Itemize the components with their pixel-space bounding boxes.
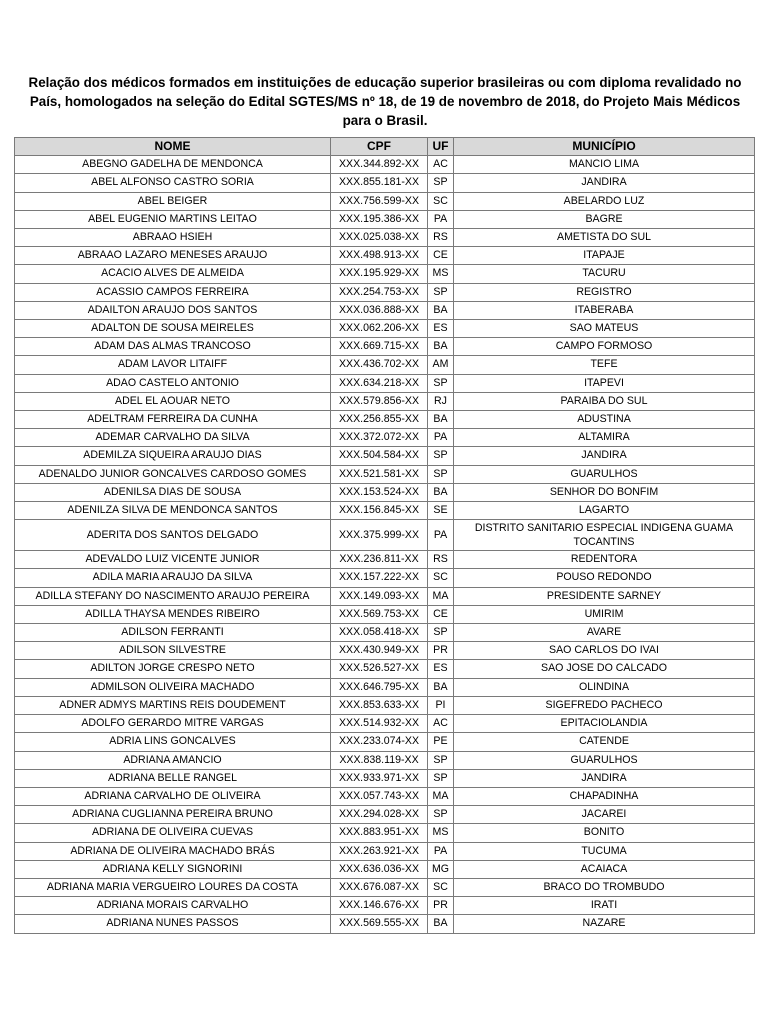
cell-municipio: SIGEFREDO PACHECO xyxy=(454,696,755,714)
cell-municipio: ABELARDO LUZ xyxy=(454,192,755,210)
table-row xyxy=(15,283,755,301)
cell-uf: ES xyxy=(428,660,454,678)
cell-municipio: JACAREI xyxy=(454,806,755,824)
cell-uf: PR xyxy=(428,642,454,660)
table-row xyxy=(15,915,755,933)
cell-cpf: XXX.375.999-XX xyxy=(331,520,428,551)
cell-nome: ADEMILZA SIQUEIRA ARAUJO DIAS xyxy=(15,447,331,465)
cell-nome: ABEL EUGENIO MARTINS LEITAO xyxy=(15,210,331,228)
cell-cpf: XXX.157.222-XX xyxy=(331,569,428,587)
cell-cpf: XXX.254.753-XX xyxy=(331,283,428,301)
cell-cpf: XXX.646.795-XX xyxy=(331,678,428,696)
cell-nome: ACACIO ALVES DE ALMEIDA xyxy=(15,265,331,283)
cell-municipio: SAO MATEUS xyxy=(454,320,755,338)
cell-municipio: PARAIBA DO SUL xyxy=(454,392,755,410)
heading-line-1: Relação dos médicos formados em instituições de educação superior brasileiras ou com diploma revalidado no xyxy=(28,75,742,90)
cell-cpf: XXX.933.971-XX xyxy=(331,769,428,787)
cell-nome: ADENALDO JUNIOR GONCALVES CARDOSO GOMES xyxy=(15,465,331,483)
cell-municipio: REDENTORA xyxy=(454,551,755,569)
cell-municipio: TEFE xyxy=(454,356,755,374)
table-row xyxy=(15,897,755,915)
cell-nome: ADEL EL AOUAR NETO xyxy=(15,392,331,410)
cell-cpf: XXX.436.702-XX xyxy=(331,356,428,374)
cell-uf: SE xyxy=(428,502,454,520)
table-body xyxy=(15,156,755,933)
cell-municipio: SAO JOSE DO CALCADO xyxy=(454,660,755,678)
cell-municipio: LAGARTO xyxy=(454,502,755,520)
cell-uf: BA xyxy=(428,915,454,933)
cell-uf: SP xyxy=(428,806,454,824)
cell-municipio: TUCUMA xyxy=(454,842,755,860)
cell-cpf: XXX.146.676-XX xyxy=(331,897,428,915)
cell-nome: ADRIA LINS GONCALVES xyxy=(15,733,331,751)
cell-uf: SC xyxy=(428,192,454,210)
cell-cpf: XXX.294.028-XX xyxy=(331,806,428,824)
cell-nome: ADAILTON ARAUJO DOS SANTOS xyxy=(15,301,331,319)
cell-uf: SP xyxy=(428,769,454,787)
table-row xyxy=(15,520,755,551)
cell-nome: ADEVALDO LUIZ VICENTE JUNIOR xyxy=(15,551,331,569)
cell-uf: BA xyxy=(428,411,454,429)
table-row xyxy=(15,265,755,283)
cell-nome: ADILA MARIA ARAUJO DA SILVA xyxy=(15,569,331,587)
cell-uf: MA xyxy=(428,787,454,805)
cell-nome: ABEGNO GADELHA DE MENDONCA xyxy=(15,156,331,174)
table-row xyxy=(15,642,755,660)
table-row xyxy=(15,842,755,860)
cell-uf: ES xyxy=(428,320,454,338)
table-row xyxy=(15,824,755,842)
cell-cpf: XXX.058.418-XX xyxy=(331,624,428,642)
table-row xyxy=(15,301,755,319)
cell-municipio: GUARULHOS xyxy=(454,751,755,769)
cell-cpf: XXX.579.856-XX xyxy=(331,392,428,410)
cell-municipio: UMIRIM xyxy=(454,605,755,623)
cell-municipio: POUSO REDONDO xyxy=(454,569,755,587)
cell-uf: PR xyxy=(428,897,454,915)
cell-nome: ADRIANA DE OLIVEIRA MACHADO BRÁS xyxy=(15,842,331,860)
table-row xyxy=(15,483,755,501)
document-heading xyxy=(22,73,748,130)
table-row xyxy=(15,229,755,247)
table-row xyxy=(15,247,755,265)
table-row xyxy=(15,605,755,623)
table-row xyxy=(15,174,755,192)
table-row xyxy=(15,192,755,210)
cell-municipio: EPITACIOLANDIA xyxy=(454,715,755,733)
cell-cpf: XXX.883.951-XX xyxy=(331,824,428,842)
cell-municipio: OLINDINA xyxy=(454,678,755,696)
cell-municipio: JANDIRA xyxy=(454,174,755,192)
cell-municipio: ITAPAJE xyxy=(454,247,755,265)
cell-uf: MA xyxy=(428,587,454,605)
cell-municipio: ALTAMIRA xyxy=(454,429,755,447)
column-header-municipio: MUNICÍPIO xyxy=(454,138,755,156)
cell-cpf: XXX.498.913-XX xyxy=(331,247,428,265)
column-header-cpf: CPF xyxy=(331,138,428,156)
table-row xyxy=(15,156,755,174)
cell-nome: ADENILSA DIAS DE SOUSA xyxy=(15,483,331,501)
cell-cpf: XXX.036.888-XX xyxy=(331,301,428,319)
cell-nome: ADRIANA CARVALHO DE OLIVEIRA xyxy=(15,787,331,805)
cell-uf: BA xyxy=(428,483,454,501)
cell-cpf: XXX.372.072-XX xyxy=(331,429,428,447)
cell-uf: MG xyxy=(428,860,454,878)
cell-uf: SP xyxy=(428,447,454,465)
cell-nome: ADRIANA MORAIS CARVALHO xyxy=(15,897,331,915)
cell-municipio: ADUSTINA xyxy=(454,411,755,429)
cell-nome: ADILSON FERRANTI xyxy=(15,624,331,642)
cell-cpf: XXX.057.743-XX xyxy=(331,787,428,805)
cell-uf: BA xyxy=(428,301,454,319)
cell-nome: ABEL BEIGER xyxy=(15,192,331,210)
table-row xyxy=(15,751,755,769)
cell-uf: SP xyxy=(428,465,454,483)
cell-cpf: XXX.504.584-XX xyxy=(331,447,428,465)
cell-municipio: BONITO xyxy=(454,824,755,842)
cell-uf: PA xyxy=(428,429,454,447)
cell-municipio: NAZARE xyxy=(454,915,755,933)
cell-municipio: GUARULHOS xyxy=(454,465,755,483)
cell-nome: ADILTON JORGE CRESPO NETO xyxy=(15,660,331,678)
table-row xyxy=(15,787,755,805)
cell-nome: ADMILSON OLIVEIRA MACHADO xyxy=(15,678,331,696)
cell-municipio: SENHOR DO BONFIM xyxy=(454,483,755,501)
cell-nome: ADELTRAM FERREIRA DA CUNHA xyxy=(15,411,331,429)
header-row xyxy=(15,138,755,156)
cell-uf: SP xyxy=(428,751,454,769)
cell-uf: SP xyxy=(428,374,454,392)
table-row xyxy=(15,860,755,878)
cell-nome: ADRIANA MARIA VERGUEIRO LOURES DA COSTA xyxy=(15,878,331,896)
cell-uf: BA xyxy=(428,338,454,356)
column-header-nome: NOME xyxy=(15,138,331,156)
cell-uf: PA xyxy=(428,210,454,228)
cell-nome: ADERITA DOS SANTOS DELGADO xyxy=(15,520,331,551)
cell-cpf: XXX.263.921-XX xyxy=(331,842,428,860)
cell-municipio: TACURU xyxy=(454,265,755,283)
cell-cpf: XXX.233.074-XX xyxy=(331,733,428,751)
cell-nome: ACASSIO CAMPOS FERREIRA xyxy=(15,283,331,301)
cell-municipio: BRACO DO TROMBUDO xyxy=(454,878,755,896)
cell-uf: CE xyxy=(428,247,454,265)
table-row xyxy=(15,356,755,374)
table-row xyxy=(15,878,755,896)
cell-nome: ADRIANA KELLY SIGNORINI xyxy=(15,860,331,878)
cell-municipio: AMETISTA DO SUL xyxy=(454,229,755,247)
cell-cpf: XXX.062.206-XX xyxy=(331,320,428,338)
cell-cpf: XXX.195.929-XX xyxy=(331,265,428,283)
cell-cpf: XXX.344.892-XX xyxy=(331,156,428,174)
cell-uf: PA xyxy=(428,842,454,860)
cell-cpf: XXX.669.715-XX xyxy=(331,338,428,356)
table-row xyxy=(15,769,755,787)
cell-nome: ADAM DAS ALMAS TRANCOSO xyxy=(15,338,331,356)
cell-uf: AC xyxy=(428,715,454,733)
cell-municipio: REGISTRO xyxy=(454,283,755,301)
cell-cpf: XXX.853.633-XX xyxy=(331,696,428,714)
table-row xyxy=(15,320,755,338)
cell-nome: ADNER ADMYS MARTINS REIS DOUDEMENT xyxy=(15,696,331,714)
cell-municipio: DISTRITO SANITARIO ESPECIAL INDIGENA GUAMA TOCANTINS xyxy=(454,520,755,551)
cell-nome: ADILSON SILVESTRE xyxy=(15,642,331,660)
table-row xyxy=(15,465,755,483)
cell-municipio: MANCIO LIMA xyxy=(454,156,755,174)
table-row xyxy=(15,696,755,714)
table-row xyxy=(15,587,755,605)
table-row xyxy=(15,502,755,520)
cell-cpf: XXX.526.527-XX xyxy=(331,660,428,678)
table-row xyxy=(15,715,755,733)
cell-cpf: XXX.634.218-XX xyxy=(331,374,428,392)
cell-uf: SP xyxy=(428,283,454,301)
cell-municipio: AVARE xyxy=(454,624,755,642)
table-row xyxy=(15,411,755,429)
doctors-table xyxy=(14,137,755,934)
cell-nome: ADILLA STEFANY DO NASCIMENTO ARAUJO PEREIRA xyxy=(15,587,331,605)
table-row xyxy=(15,429,755,447)
cell-nome: ADILLA THAYSA MENDES RIBEIRO xyxy=(15,605,331,623)
cell-cpf: XXX.521.581-XX xyxy=(331,465,428,483)
cell-uf: BA xyxy=(428,678,454,696)
cell-municipio: JANDIRA xyxy=(454,769,755,787)
cell-cpf: XXX.569.753-XX xyxy=(331,605,428,623)
cell-uf: SP xyxy=(428,624,454,642)
table-row xyxy=(15,447,755,465)
cell-nome: ADRIANA AMANCIO xyxy=(15,751,331,769)
cell-nome: ADRIANA CUGLIANNA PEREIRA BRUNO xyxy=(15,806,331,824)
cell-nome: ADRIANA BELLE RANGEL xyxy=(15,769,331,787)
cell-uf: PI xyxy=(428,696,454,714)
table-header xyxy=(15,138,755,156)
cell-cpf: XXX.153.524-XX xyxy=(331,483,428,501)
table-row xyxy=(15,624,755,642)
cell-uf: MS xyxy=(428,265,454,283)
cell-nome: ADAO CASTELO ANTONIO xyxy=(15,374,331,392)
heading-line-2: País, homologados na seleção do Edital SGTES/MS nº 18, de 19 de novembro de 2018, do Projeto Mais Médicos xyxy=(29,94,741,109)
cell-municipio: ACAIACA xyxy=(454,860,755,878)
cell-cpf: XXX.514.932-XX xyxy=(331,715,428,733)
column-header-uf: UF xyxy=(428,138,454,156)
heading-line-3: para o Brasil. xyxy=(342,113,428,128)
cell-municipio: BAGRE xyxy=(454,210,755,228)
cell-cpf: XXX.025.038-XX xyxy=(331,229,428,247)
cell-uf: MS xyxy=(428,824,454,842)
table-row xyxy=(15,392,755,410)
cell-uf: AM xyxy=(428,356,454,374)
cell-municipio: CATENDE xyxy=(454,733,755,751)
cell-municipio: CAMPO FORMOSO xyxy=(454,338,755,356)
cell-municipio: SAO CARLOS DO IVAI xyxy=(454,642,755,660)
cell-cpf: XXX.149.093-XX xyxy=(331,587,428,605)
table-row xyxy=(15,678,755,696)
table-row xyxy=(15,733,755,751)
cell-uf: SC xyxy=(428,878,454,896)
table-row xyxy=(15,374,755,392)
table-row xyxy=(15,210,755,228)
cell-nome: ABRAAO LAZARO MENESES ARAUJO xyxy=(15,247,331,265)
cell-municipio: IRATI xyxy=(454,897,755,915)
cell-nome: ADENILZA SILVA DE MENDONCA SANTOS xyxy=(15,502,331,520)
cell-nome: ADALTON DE SOUSA MEIRELES xyxy=(15,320,331,338)
cell-cpf: XXX.195.386-XX xyxy=(331,210,428,228)
cell-nome: ABEL ALFONSO CASTRO SORIA xyxy=(15,174,331,192)
cell-nome: ADOLFO GERARDO MITRE VARGAS xyxy=(15,715,331,733)
cell-cpf: XXX.236.811-XX xyxy=(331,551,428,569)
cell-municipio: ITABERABA xyxy=(454,301,755,319)
cell-uf: SC xyxy=(428,569,454,587)
table-row xyxy=(15,660,755,678)
table-row xyxy=(15,569,755,587)
cell-nome: ADRIANA DE OLIVEIRA CUEVAS xyxy=(15,824,331,842)
cell-uf: PE xyxy=(428,733,454,751)
cell-cpf: XXX.156.845-XX xyxy=(331,502,428,520)
cell-municipio: ITAPEVI xyxy=(454,374,755,392)
cell-uf: RJ xyxy=(428,392,454,410)
cell-uf: RS xyxy=(428,551,454,569)
cell-cpf: XXX.838.119-XX xyxy=(331,751,428,769)
cell-municipio: JANDIRA xyxy=(454,447,755,465)
cell-uf: CE xyxy=(428,605,454,623)
cell-cpf: XXX.676.087-XX xyxy=(331,878,428,896)
cell-municipio: CHAPADINHA xyxy=(454,787,755,805)
cell-nome: ADAM LAVOR LITAIFF xyxy=(15,356,331,374)
cell-uf: SP xyxy=(428,174,454,192)
cell-uf: PA xyxy=(428,520,454,551)
table-row xyxy=(15,806,755,824)
cell-cpf: XXX.430.949-XX xyxy=(331,642,428,660)
cell-uf: RS xyxy=(428,229,454,247)
cell-municipio: PRESIDENTE SARNEY xyxy=(454,587,755,605)
cell-cpf: XXX.256.855-XX xyxy=(331,411,428,429)
table-row xyxy=(15,551,755,569)
cell-cpf: XXX.569.555-XX xyxy=(331,915,428,933)
cell-cpf: XXX.855.181-XX xyxy=(331,174,428,192)
cell-nome: ADRIANA NUNES PASSOS xyxy=(15,915,331,933)
cell-nome: ABRAAO HSIEH xyxy=(15,229,331,247)
cell-uf: AC xyxy=(428,156,454,174)
table-row xyxy=(15,338,755,356)
cell-cpf: XXX.636.036-XX xyxy=(331,860,428,878)
cell-nome: ADEMAR CARVALHO DA SILVA xyxy=(15,429,331,447)
cell-cpf: XXX.756.599-XX xyxy=(331,192,428,210)
